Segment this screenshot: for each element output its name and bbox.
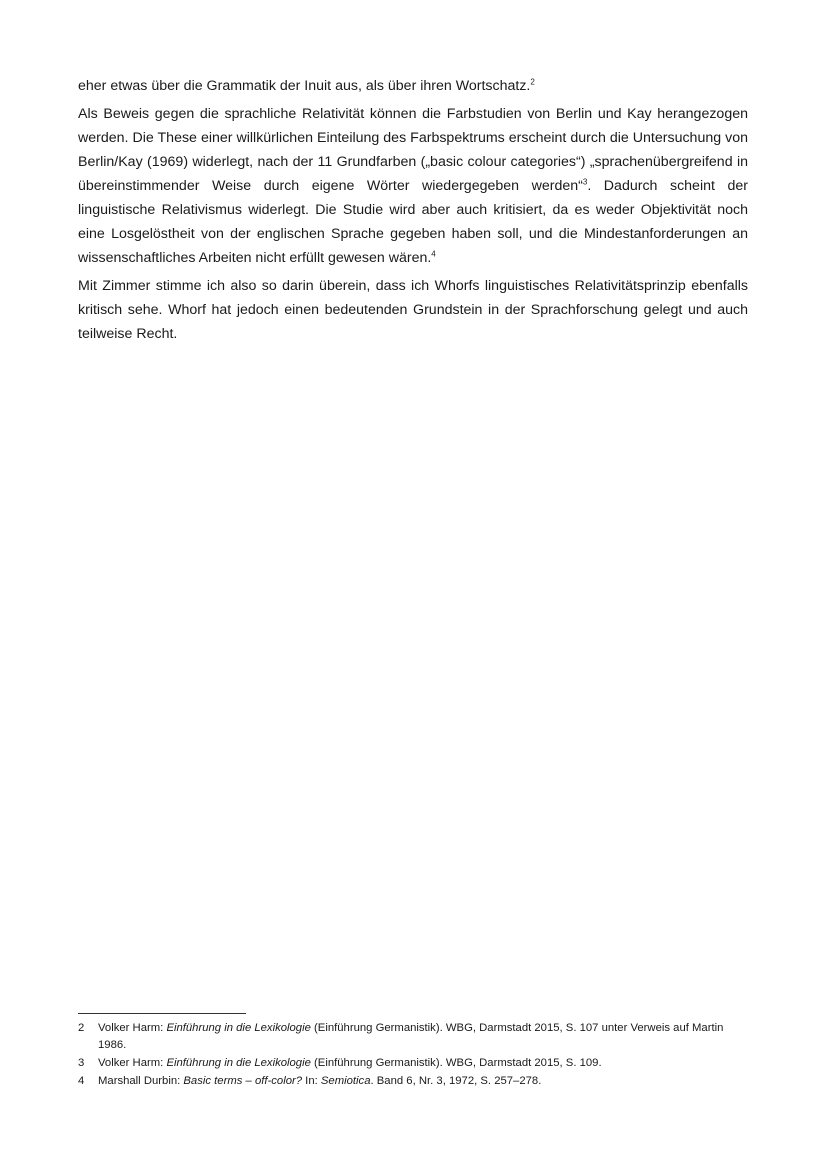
footnotes-section <box>78 1013 750 1091</box>
footnote-journal: Semiotica <box>320 1075 371 1087</box>
paragraph-1 <box>78 74 748 98</box>
footnote-text <box>98 1073 750 1090</box>
footnote-separator <box>78 1013 246 1014</box>
paragraph-2-text-b: . Dadurch scheint der linguistische Relativismus widerlegt. Die Studie wird aber auch kritisiert, da es weder Objektivität noch eine Losgelöstheit von der englischen Sprache gegeben haben soll, und die Mindestanforderungen an wissenschaftliches Arbeiten nicht erfüllt gewesen wären. <box>78 178 748 266</box>
footnote-details: (Einführung Germanistik). WBG, Darmstadt 2015, S. 107 unter Verweis auf Martin 1986. <box>98 1022 724 1051</box>
footnote-4 <box>78 1073 750 1090</box>
footnote-details: (Einführung Germanistik). WBG, Darmstadt 2015, S. 109. <box>310 1057 602 1069</box>
footnote-text <box>98 1020 750 1054</box>
footnote-number: 3 <box>78 1057 85 1069</box>
footnote-2 <box>78 1020 750 1054</box>
footnote-text <box>98 1055 750 1072</box>
footnote-number: 2 <box>78 1022 85 1034</box>
paragraph-2 <box>78 102 748 270</box>
footnote-ref-2[interactable]: 2 <box>530 77 535 87</box>
paragraph-2-text-a: Als Beweis gegen die sprachliche Relativität können die Farbstudien von Berlin und Kay herangezogen werden. Die These einer willkürlichen Einteilung des Farbspektrums erscheint durch die Untersuchung von Berlin/Kay (1969) widerlegt, nach der 11 Grundfarben („basic colour categories“) „sprachenübergreifend in übereinstimmender Weise durch eigene Wörter wiedergegeben werden“ <box>78 106 748 194</box>
paragraph-3-text: Mit Zimmer stimme ich also so darin überein, dass ich Whorfs linguistisches Relativitätsprinzip ebenfalls kritisch sehe. Whorf hat jedoch einen bedeutenden Grundstein in der Sprachforschung gelegt und auch teilweise Recht. <box>78 278 748 342</box>
document-body <box>78 74 748 350</box>
footnote-author: Marshall Durbin: <box>98 1075 184 1087</box>
footnote-title: Einführung in die Lexikologie <box>166 1057 311 1069</box>
footnote-author: Volker Harm: <box>98 1057 167 1069</box>
footnote-author: Volker Harm: <box>98 1022 167 1034</box>
footnote-3 <box>78 1055 750 1072</box>
footnote-ref-4[interactable]: 4 <box>431 249 436 259</box>
footnote-title: Basic terms – off-color? <box>183 1075 303 1087</box>
footnote-title: Einführung in die Lexikologie <box>166 1022 311 1034</box>
footnote-ref-3[interactable]: 3 <box>582 177 588 187</box>
footnote-in: In: <box>302 1075 321 1087</box>
paragraph-1-text: eher etwas über die Grammatik der Inuit aus, als über ihren Wortschatz. <box>78 78 531 94</box>
footnote-number: 4 <box>78 1075 85 1087</box>
footnote-details: . Band 6, Nr. 3, 1972, S. 257–278. <box>370 1075 542 1087</box>
paragraph-3 <box>78 274 748 346</box>
